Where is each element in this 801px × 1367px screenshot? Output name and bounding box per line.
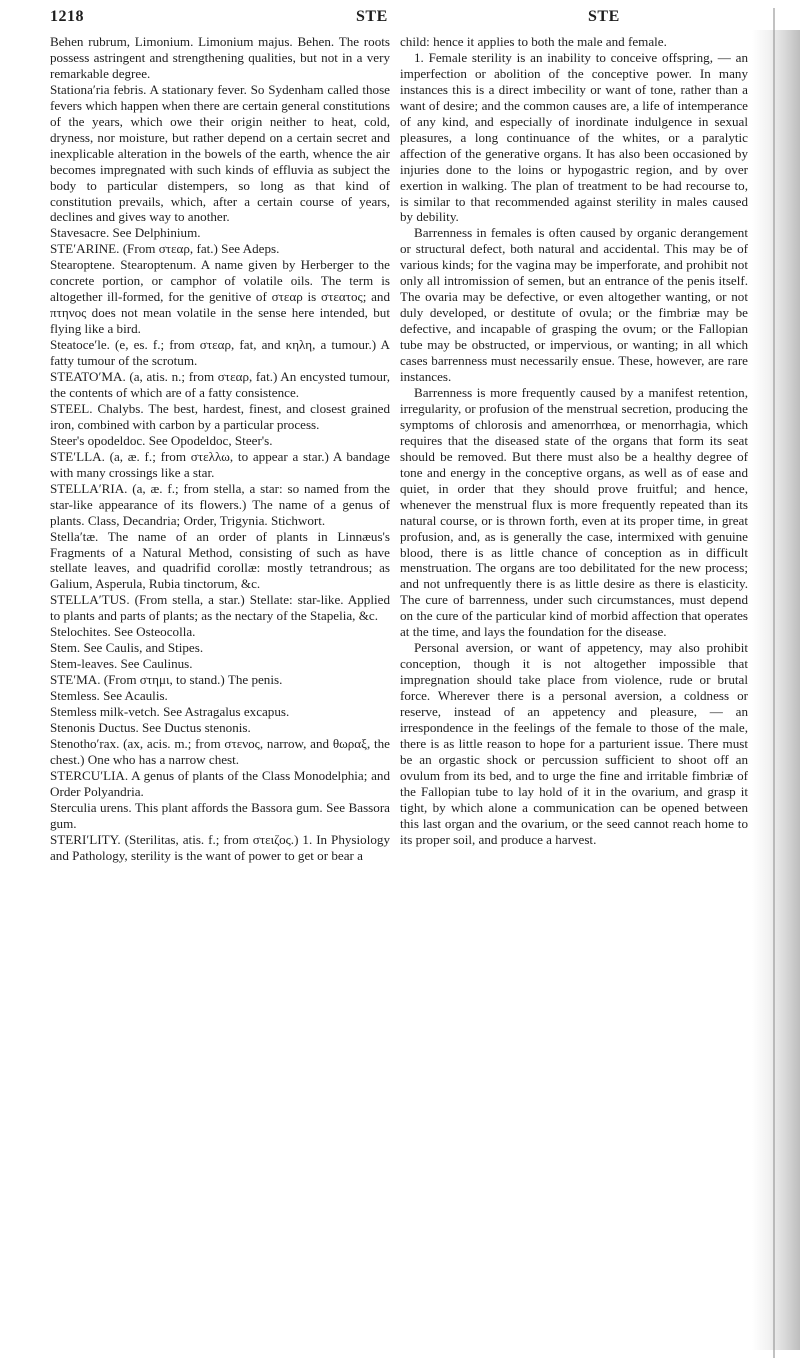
- page-number: 1218: [50, 8, 84, 25]
- left-running-title: STE: [356, 8, 388, 25]
- binding-line: [773, 8, 775, 1358]
- female-sterility-paragraph: 1. Female sterility is an inability to conceive offspring, — an imperfection or abolition of the conceptive power. In many instances this is a direct imbecility or want of tone, rather than a want of desire; and the common causes are, a life of intemperance of any kind, and especially of inordinate indulgence in sexual pleasures, a long continuance of the whites, or a paralytic affection of the generative organs. It has also been occasioned by injuries done to the loins or hypogastric region, and by over exertion in walking. The plan of treatment to be had recourse to, is similar to that recommended against sterility in males caused by debility.: [400, 49, 748, 225]
- entry-stavesacre: Stavesacre. See Delphinium.: [50, 225, 201, 241]
- personal-aversion-paragraph: Personal aversion, or want of appetency, may also prohibit conception, though it is not altogether impossible that impregnation should take place from violence, rude or brutal force. Wherever there is a personal aversion, a coldness or reserve, instead of an appetency and pleasure, — an irrespondence in the feelings of the female to those of the male, there is as little reason to hope for a parturient issue. There must be an orgastic shock or percussion sufficient to shoot off an ovulum from its bed, and to urge the fine and irritable fimbriæ of the Fallopian tube to lay hold of it in the ovarium, and grasp it tight, by which alone a communication can be opened between this last organ and the ovarium, or the seed cannot reach home to its proper soil, and produce a harvest.: [400, 640, 748, 847]
- entry-stem-leaves: Stem-leaves. See Caulinus.: [50, 656, 193, 672]
- barrenness-menstrual-paragraph: Barrenness is more frequently caused by a manifest retention, irregularity, or profusion of the menstrual secretion, producing the symptoms of chlorosis and amenorrhœa, or menorrhagia, which requires that the diseased state of the organs that form its seat should be removed. But there must also be a healthy degree of tone and energy in the conceptive organs, as well as of ease and quiet, in order that they should prove fruitful; and hence, whenever the menstrual flux is more frequently repeated than its natural course, or is thrown forth, even at its proper time, in great profusion, and, as is generally the case, intermixed with genuine blood, there is as little chance of conception as in difficult menstruation. The organs are too debilitated for the new process; and not unfrequently there is as little desire as there is elasticity. The cure of barrenness, under such circumstances, must depend on the cure of the particular kind of morbid affection that operates at the time, and lays the foundation for the disease.: [400, 384, 748, 640]
- entry-stemless: Stemless. See Acaulis.: [50, 688, 168, 704]
- entry-steatocele: Steatoce′le. (e, es. f.; from στεαρ, fat, and κηλη, a tumour.) A fatty tumour of the scrotum.: [50, 337, 390, 369]
- sterility-continuation: child: hence it applies to both the male and female.: [400, 34, 667, 49]
- entry-sterculia-urens: Sterculia urens. This plant affords the Bassora gum. See Bassora gum.: [50, 799, 390, 831]
- entry-stearine: STE′ARINE. (From στεαρ, fat.) See Adeps.: [50, 241, 280, 257]
- entry-stellatus: STELLA′TUS. (From stella, a star.) Stellate: star-like. Applied to plants and parts of plants; as the nectary of the Stapelia, &c.: [50, 592, 390, 624]
- right-running-title: STE: [588, 8, 620, 25]
- entry-stenothorax: Stenotho′rax. (ax, acis. m.; from στενος, narrow, and θωραξ, the chest.) One who has a narrow chest.: [50, 735, 390, 767]
- entry-sterculia: STERCU′LIA. A genus of plants of the Class Monodelphia; and Order Polyandria.: [50, 767, 390, 799]
- entry-behen-rubrum: Behen rubrum, Limonium. Limonium majus. Behen. The roots possess astringent and strengthening qualities, but not in a very remarkable degree.: [50, 34, 390, 81]
- entry-stella: STE′LLA. (a, æ. f.; from στελλω, to appear a star.) A bandage with many crossings like a star.: [50, 448, 390, 480]
- entry-stellatae: Stella′tæ. The name of an order of plants in Linnæus's Fragments of a Natural Method, consisting of such as have stellate leaves, and quadrifid corollæ: mostly tetrandrous; as Galium, Asperula, Rubia tinctorum, &c.: [50, 528, 390, 592]
- entry-stelochites: Stelochites. See Osteocolla.: [50, 624, 196, 640]
- entry-stellaria: STELLA′RIA. (a, æ. f.; from stella, a star: so named from the star-like appearance of its flowers.) The name of a genus of plants. Class, Decandria; Order, Trigynia. Stichwort.: [50, 480, 390, 528]
- entry-stearoptene: Stearoptene. Stearoptenum. A name given by Herberger to the concrete portion, or camphor of volatile oils. The term is altogether ill-formed, for the genitive of στεαρ is στεατος; and πτηνος does not mean volatile in the sense here intended, but flying like a bird.: [50, 257, 390, 337]
- entry-steel: STEEL. Chalybs. The best, hardest, finest, and closest grained iron, combined with carbon by a particular process.: [50, 400, 390, 432]
- page-edge-shadow: [752, 30, 800, 1350]
- entry-stemless-milk-vetch: Stemless milk-vetch. See Astragalus excapus.: [50, 704, 290, 720]
- left-column: [50, 34, 390, 1354]
- right-column: [400, 34, 748, 1354]
- entry-stem: Stem. See Caulis, and Stipes.: [50, 640, 204, 656]
- running-header: [50, 8, 766, 30]
- entry-steers-opodeldoc: Steer's opodeldoc. See Opodeldoc, Steer's.: [50, 432, 273, 448]
- entry-sterility: STERI′LITY. (Sterilitas, atis. f.; from στειζος.) 1. In Physiology and Pathology, sterility is the want of power to get or bear a: [50, 831, 390, 863]
- entry-steatoma: STEATO′MA. (a, atis. n.; from στεαρ, fat.) An encysted tumour, the contents of which are of a fatty consistence.: [50, 369, 390, 400]
- entry-stationaria-febris: Stationa′ria febris. A stationary fever. So Sydenham called those fevers which happen when there are certain general constitutions of the years, which owe their origin neither to heat, cold, dryness, nor moisture, but rather depend on a certain secret and inexplicable alteration in the bowels of the earth, whence the air becomes impregnated with such kinds of effluvia as subject the body to particular distempers, so long as that kind of constitution prevails, which, after a certain course of years, declines and gives way to another.: [50, 81, 390, 225]
- entry-stema: STE′MA. (From στημι, to stand.) The penis.: [50, 672, 283, 688]
- barrenness-organic-paragraph: Barrenness in females is often caused by organic derangement or structural defect, both natural and accidental. This may be of various kinds; for the vagina may be imperforate, and prohibit not only all intromission of semen, but an entrance of the penis itself. The ovaria may be defective, or even altogether wanting, or not duly developed, or destitute of ovula; or the fimbriæ may be defective, and incapable of grasping the ovum; or the Fallopian tube may be obstructed, or impervious, or wanting; in all which cases barrenness must necessarily ensue. These, however, are rare instances.: [400, 225, 748, 385]
- entry-stenonis-ductus: Stenonis Ductus. See Ductus stenonis.: [50, 719, 251, 735]
